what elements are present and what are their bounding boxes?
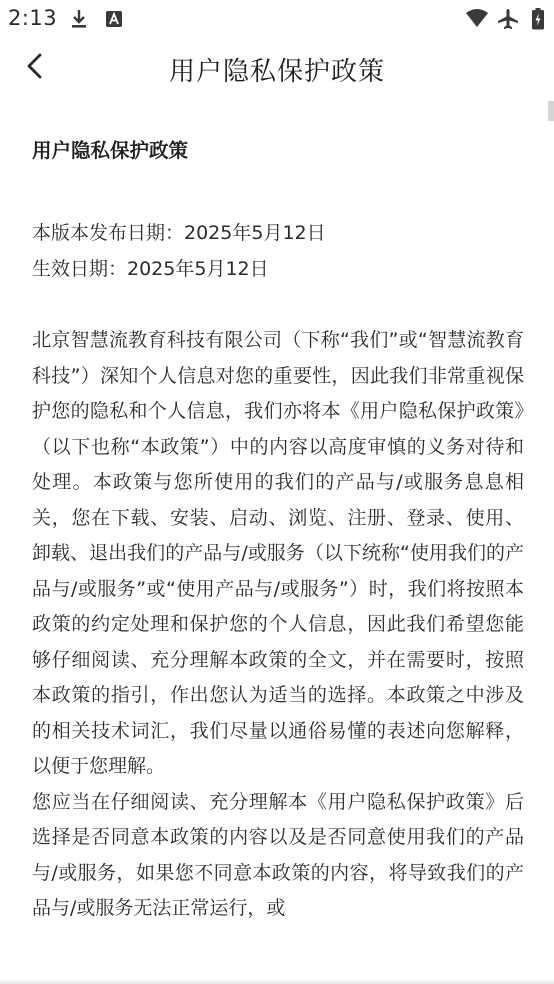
document-heading: 用户隐私保护政策 bbox=[32, 139, 189, 162]
battery-icon bbox=[531, 8, 545, 34]
download-icon bbox=[70, 9, 88, 33]
status-bar bbox=[0, 0, 554, 38]
policy-paragraph-2: 您应当在仔细阅读、充分理解本《用户隐私保护政策》后选择是否同意本政策的内容以及是否同意使用我们的产品与/或服务，如果您不同意本政策的内容，将导致我们的产品与/或服务无法正常运行，或 bbox=[32, 790, 524, 919]
wifi-icon bbox=[465, 8, 489, 32]
airplane-icon bbox=[497, 8, 519, 34]
a-icon bbox=[105, 9, 123, 33]
bottom-edge bbox=[0, 978, 554, 984]
policy-paragraph-1: 北京智慧流教育科技有限公司（下称“我们”或“智慧流教育科技”）深知个人信息对您的重要性，因此我们非常重视保护您的隐私和个人信息，我们亦将本《用户隐私保护政策》（以下也称“本政策”）中的内容以高度审慎的义务对待和处理。本政策与您所使用的我们的产品与/或服务息息相关，您在下载、安装、启动、浏览、注册、登录、使用、卸载、退出我们的产品与/或服务（以下统称“使用我们的产品与/或服务”或“使用产品与/或服务”）时，我们将按照本政策的约定处理和保护您的个人信息，因此我们希望您能够仔细阅读、充分理解本政策的全文，并在需要时，按照本政策的指引，作出您认为适当的选择。本政策之中涉及的相关技术词汇，我们尽量以通俗易懂的表述向您解释，以便于您理解。 bbox=[32, 329, 524, 777]
date-info bbox=[32, 215, 524, 287]
effective-date: 生效日期：2025年5月12日 bbox=[32, 258, 269, 280]
status-time: 2:13 bbox=[8, 6, 58, 30]
scrollbar-thumb[interactable] bbox=[548, 101, 554, 121]
version-date: 本版本发布日期：2025年5月12日 bbox=[32, 222, 326, 244]
page-title: 用户隐私保护政策 bbox=[168, 57, 385, 87]
app-bar bbox=[0, 38, 554, 100]
policy-content[interactable] bbox=[32, 118, 524, 927]
